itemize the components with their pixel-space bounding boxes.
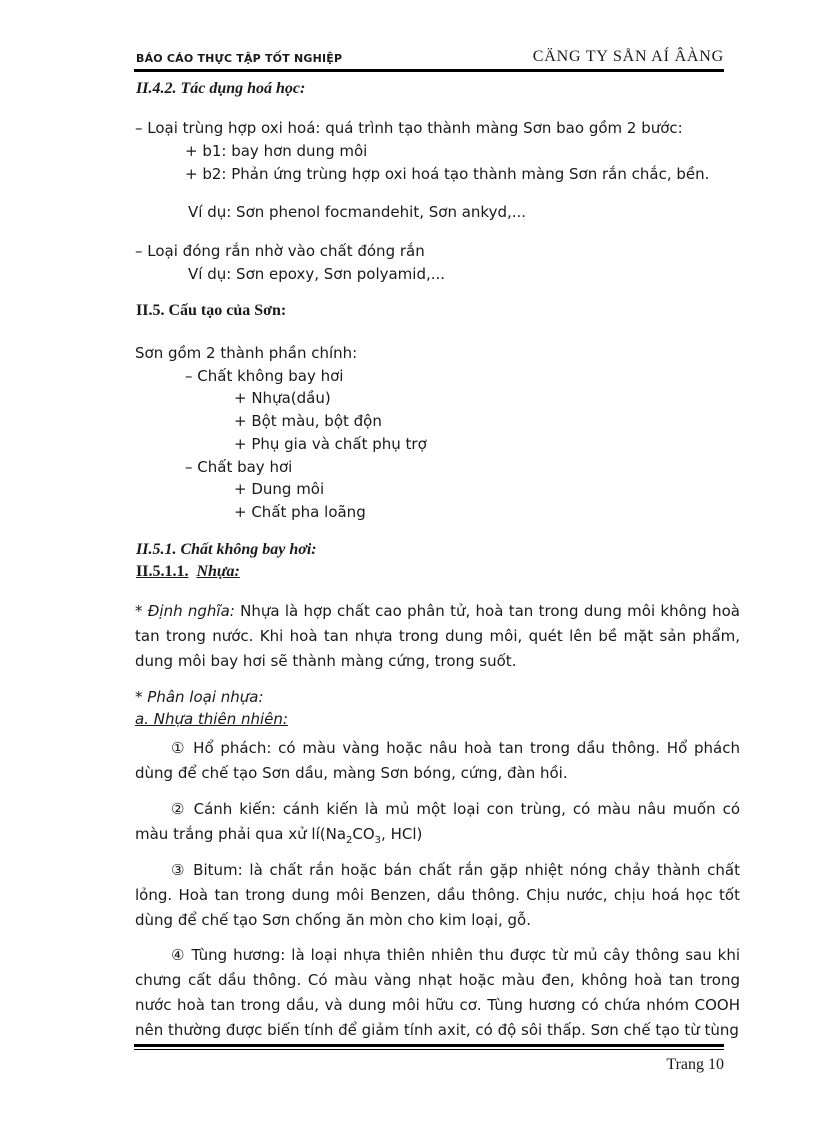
footer-rule-thin (134, 1049, 724, 1050)
example-text: Ví dụ: Sơn epoxy, Sơn polyamid,... (188, 265, 446, 283)
list-item: – Loại đóng rắn nhờ vào chất đóng rắn (135, 242, 425, 260)
classification-label: * Phân loại nhựa: (135, 688, 264, 706)
list-item: + Dung môi (234, 480, 325, 498)
paragraph-rosin: ④ Tùng hương: là loại nhựa thiên nhiên thu được từ mủ cây thông sau khi chưng cất dầu thông. Có màu vàng nhạt hoặc màu đen, không hoà tan trong nước hoà tan trong dầu, và dung môi hữu cơ. Tùng hương có chứa nhóm COOH nên thường được biến tính để giảm tính axit, có độ sôi thấp. Sơn chế tạo từ tùng (135, 946, 740, 1039)
subsection-name: Nhựa: (196, 563, 240, 580)
list-item: – Chất bay hơi (185, 458, 293, 476)
header-left: BÁO CÁO THỰC TẬP TỐT NGHIỆP (136, 52, 343, 65)
paragraph-amber: ① Hổ phách: có màu vàng hoặc nâu hoà tan trong dầu thông. Hổ phách dùng để chế tạo Sơn dầu, màng Sơn bóng, cứng, đàn hồi. (135, 739, 740, 782)
header-right: CÄNG TY SÅN AÍ ÂÀNG (532, 48, 724, 65)
list-item: + Nhựa(dầu) (234, 389, 331, 407)
paragraph-text: Sơn gồm 2 thành phần chính: (135, 344, 358, 362)
classification-a: a. Nhựa thiên nhiên: (135, 710, 288, 728)
definition-text: Nhựa là hợp chất cao phân tử, hoà tan trong dung môi không hoà tan trong nước. Khi hoà tan nhựa trong dung môi, quét lên bề mặt sản phẩm, dung môi bay hơi sẽ thành màng cứng, trong suốt. (135, 602, 740, 670)
definition-paragraph (135, 599, 740, 674)
header-rule (134, 69, 724, 72)
section-title-4-2: II.4.2. Tác dụng hoá học: (136, 80, 306, 97)
list-item: – Loại trùng hợp oxi hoá: quá trình tạo thành màng Sơn bao gồm 2 bước: (135, 119, 683, 137)
page-number: Trang 10 (666, 1056, 724, 1073)
example-text: Ví dụ: Sơn phenol focmandehit, Sơn ankyd,... (188, 203, 527, 221)
list-item: – Chất không bay hơi (185, 367, 344, 385)
list-item: + Bột màu, bột độn (234, 412, 382, 430)
section-title-5-1: II.5.1. Chất không bay hơi: (136, 541, 317, 558)
definition-label: * Định nghĩa: (135, 602, 235, 620)
list-item: + b1: bay hơn dung môi (185, 142, 368, 160)
paragraph-shellac: ② Cánh kiến: cánh kiến là mủ một loại con trùng, có màu nâu muốn có màu trắng phải qua xử $lí(Na_2CO_3$, HCl) (135, 800, 740, 846)
subsection-title (136, 563, 240, 581)
list-item: + b2: Phản ứng trùng hợp oxi hoá tạo thành màng Sơn rắn chắc, bền. (185, 165, 710, 183)
section-title-5: II.5. Cấu tạo của Sơn: (136, 302, 287, 319)
subsection-number: II.5.1.1. (136, 563, 189, 580)
paragraph-bitumen: ③ Bitum: là chất rắn hoặc bán chất rắn gặp nhiệt nóng chảy thành chất lỏng. Hoà tan trong dung môi Benzen, dầu thông. Chịu nước, chịu hoá học tốt dùng để chế tạo Sơn chống ăn mòn cho kim loại, gỗ. (135, 861, 740, 929)
list-item: + Phụ gia và chất phụ trợ (234, 435, 427, 453)
footer-rule-thick (134, 1044, 724, 1047)
list-item: + Chất pha loãng (234, 503, 366, 521)
